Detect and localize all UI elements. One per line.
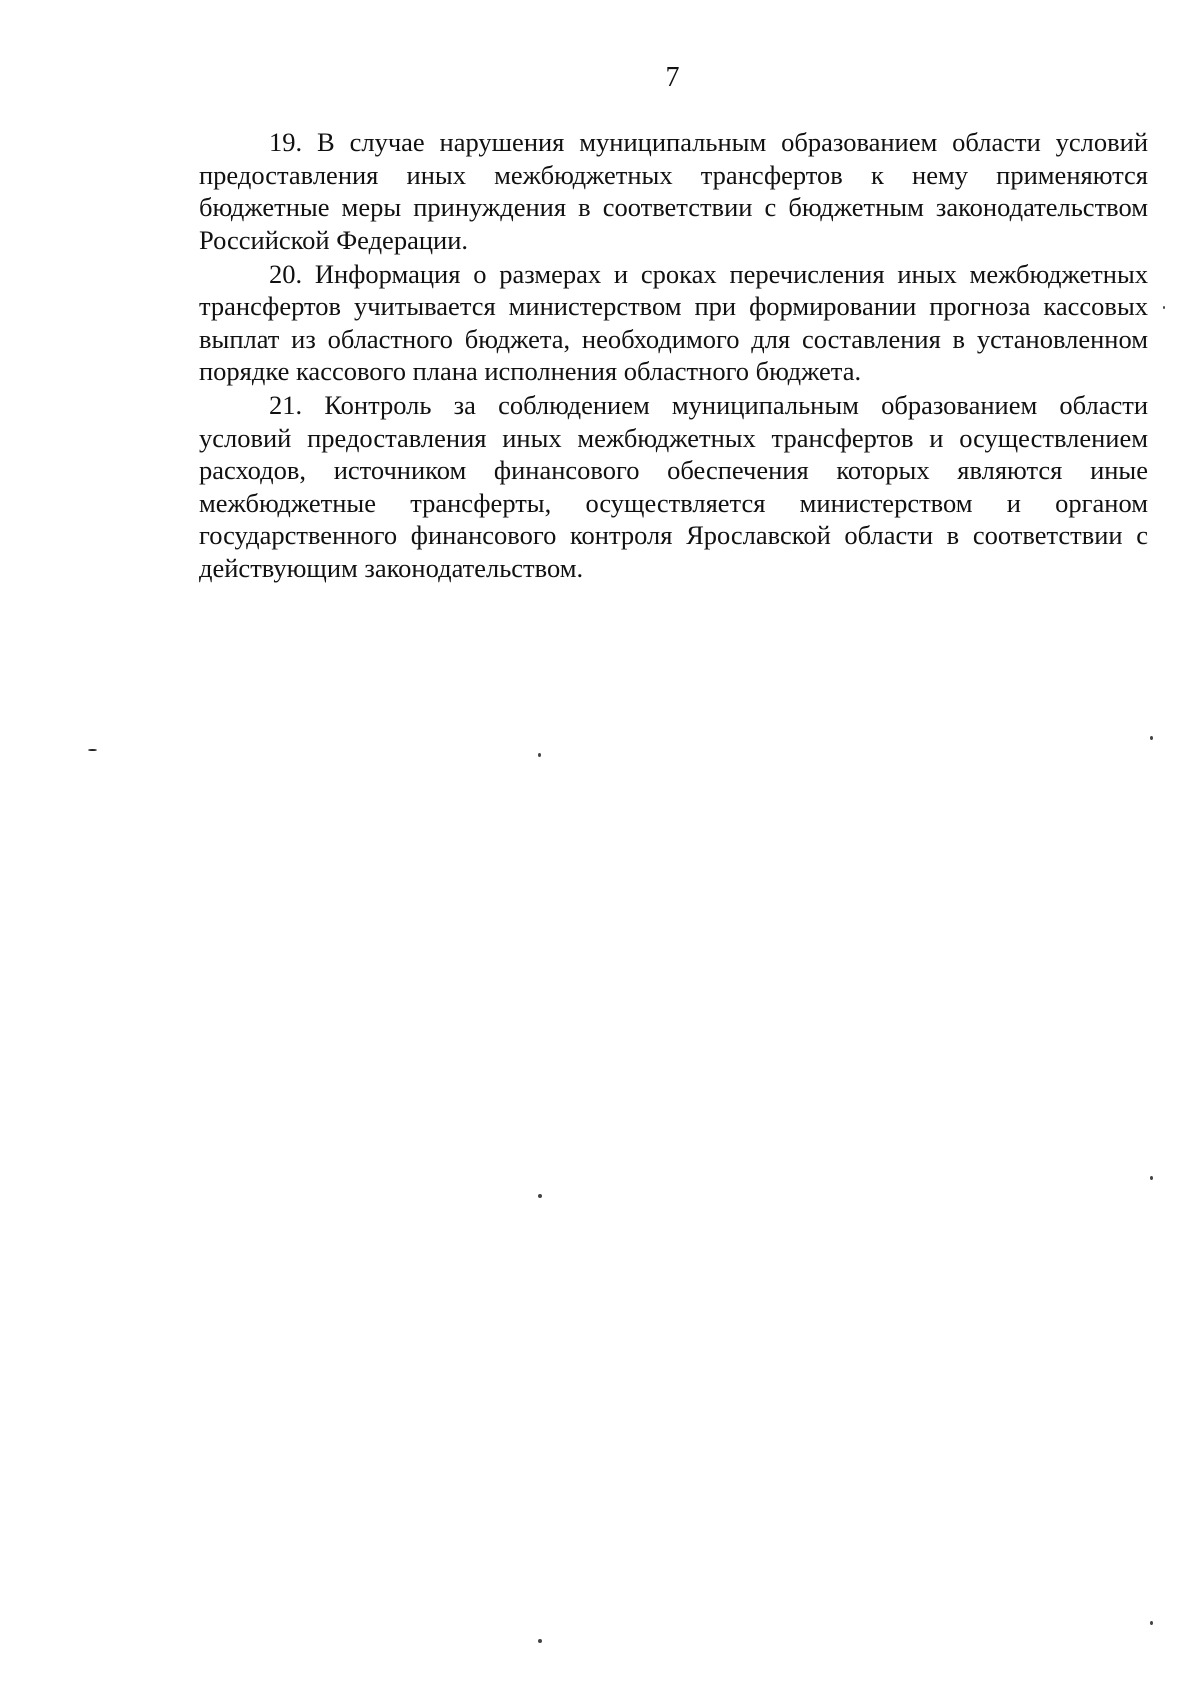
scan-speck <box>538 1639 542 1643</box>
scan-speck <box>538 1194 542 1198</box>
paragraph-19: 19. В случае нарушения муниципальным образованием области условий предоставления иных межбюджетных трансфертов к нему применяются бюджетные меры принуждения в соответствии с бюджетным законодательством Российской Федерации. <box>199 127 1148 255</box>
document-body <box>199 126 1148 586</box>
page-number: 7 <box>665 62 680 93</box>
paragraph-21: 21. Контроль за соблюдением муниципальным образованием области условий предоставления иных межбюджетных трансфертов и осуществлением расходов, источником финансового обеспечения которых являются иные межбюджетные трансферты, осуществляется министерством и органом государственного финансового контроля Ярославской области в соответствии с действующим законодательством. <box>199 390 1148 583</box>
paragraph-20: 20. Информация о размерах и сроках перечисления иных межбюджетных трансфертов учитывается министерством при формировании прогноза кассовых выплат из областного бюджета, необходимого для составления в установленном порядке кассового плана исполнения областного бюджета. <box>199 258 1148 386</box>
scan-speck <box>1150 1621 1153 1625</box>
scan-speck <box>1150 736 1153 740</box>
scan-speck <box>538 753 541 757</box>
scan-speck <box>1150 1176 1153 1180</box>
scan-speck <box>1163 306 1165 309</box>
scan-speck <box>88 749 97 751</box>
